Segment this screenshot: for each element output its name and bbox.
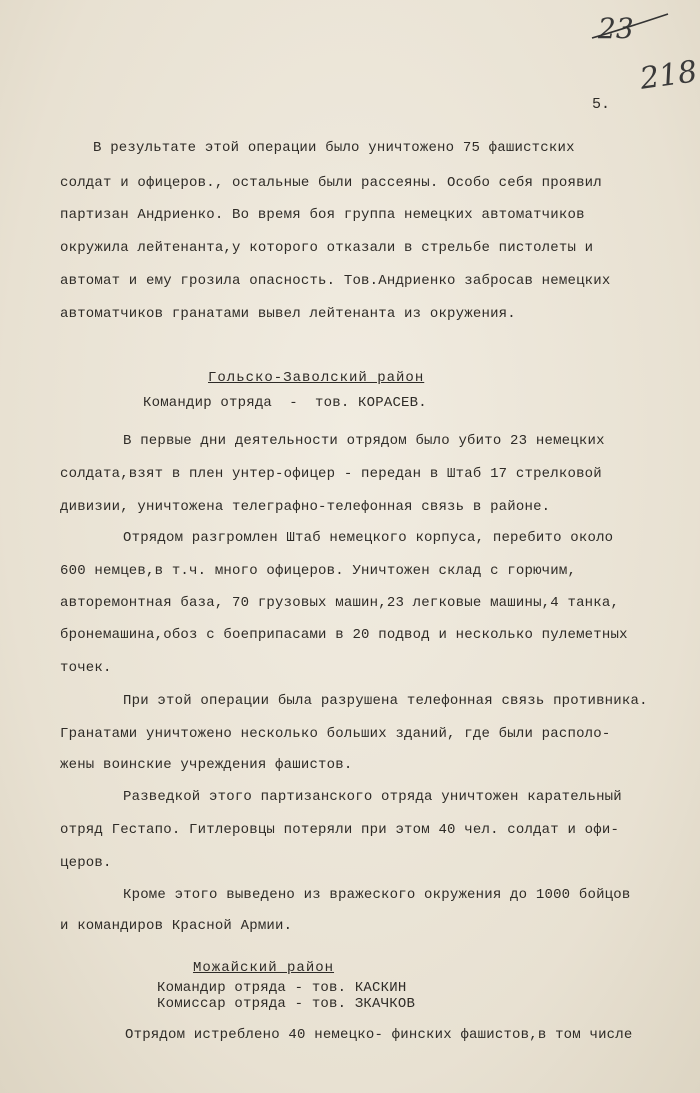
paragraph-line: и командиров Красной Армии.: [60, 918, 293, 934]
paragraph-line: В первые дни деятельности отрядом было убито 23 немецких: [123, 433, 605, 449]
paragraph-line: авторемонтная база, 70 грузовых машин,23 легковые машины,4 танка,: [60, 595, 620, 611]
section-heading: Можайский район: [193, 960, 335, 976]
paragraph-line: солдат и офицеров., остальные были рассеяны. Особо себя проявил: [60, 175, 602, 191]
paragraph-line: Гранатами уничтожено несколько больших зданий, где были располо-: [60, 726, 611, 742]
paragraph-line: автомат и ему грозила опасность. Тов.Андриенко забросав немецких: [60, 273, 611, 289]
paragraph-line: отряд Гестапо. Гитлеровцы потеряли при этом 40 чел. солдат и офи-: [60, 822, 620, 838]
paragraph-line: Кроме этого выведено из вражеского окружения до 1000 бойцов: [123, 887, 631, 903]
section-heading: Гольско-Заволский район: [208, 370, 425, 386]
paragraph-line: окружила лейтенанта,у которого отказали в стрельбе пистолеты и: [60, 240, 594, 256]
paragraph-line: 600 немцев,в т.ч. много офицеров. Уничтожен склад с горючим,: [60, 563, 577, 579]
paragraph-line: жены воинские учреждения фашистов.: [60, 757, 353, 773]
paragraph-line: церов.: [60, 855, 112, 871]
handwritten-folio-number: 23: [598, 12, 634, 45]
paragraph-line: При этой операции была разрушена телефонная связь противника.: [123, 693, 648, 709]
page-number: 5.: [592, 96, 611, 113]
commissar-line: Комиссар отряда - тов. ЗКАЧКОВ: [157, 996, 416, 1012]
paragraph-line: дивизии, уничтожена телеграфно-телефонная связь в районе.: [60, 499, 551, 515]
paragraph-line: точек.: [60, 660, 112, 676]
paragraph-line: В результате этой операции было уничтожено 75 фашистских: [93, 140, 575, 156]
commander-line: Командир отряда - тов. КАСКИН: [157, 980, 407, 996]
paragraph-line: Отрядом разгромлен Штаб немецкого корпуса, перебито около: [123, 530, 614, 546]
paragraph-line: автоматчиков гранатами вывел лейтенанта из окружения.: [60, 306, 516, 322]
strikethrough-mark: [590, 8, 670, 46]
paragraph-line: Разведкой этого партизанского отряда уничтожен карательный: [123, 789, 622, 805]
paragraph-line: бронемашина,обоз с боеприпасами в 20 подвод и несколько пулеметных: [60, 627, 628, 643]
paragraph-line: Отрядом истреблено 40 немецко- финских фашистов,в том числе: [125, 1027, 633, 1043]
paragraph-line: партизан Андриенко. Во время боя группа немецких автоматчиков: [60, 207, 585, 223]
commander-line: Командир отряда - тов. КОРАСЕВ.: [143, 395, 427, 411]
handwritten-sheet-number: 218: [637, 54, 700, 97]
paragraph-line: солдата,взят в плен унтер-офицер - передан в Штаб 17 стрелковой: [60, 466, 602, 482]
